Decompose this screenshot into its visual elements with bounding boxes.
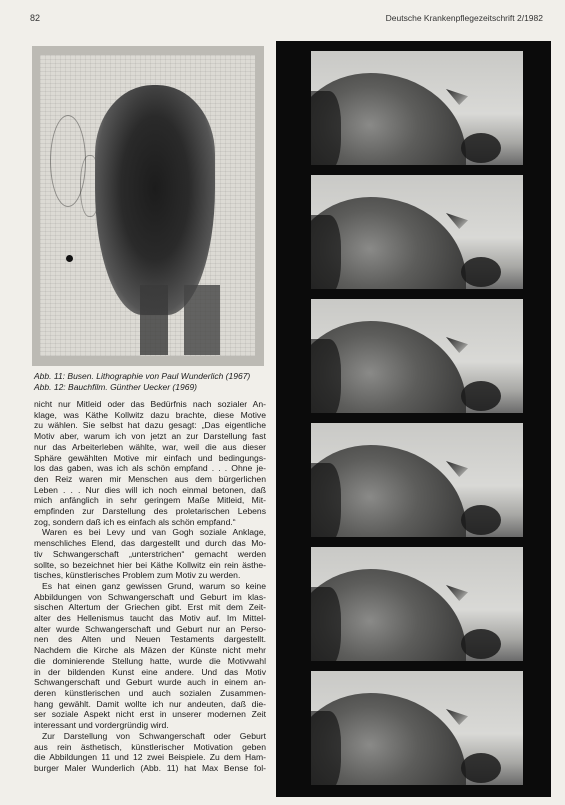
text-line: die dominierende Stellung hatte, wurde die Motivwahl	[34, 655, 266, 666]
page-number: 82	[30, 13, 41, 23]
text-line: Leben . . . Nur dies will ich noch einmal betonen, daß	[34, 484, 266, 495]
text-line: deren künstlerischen und auch sozialen Zusammen-	[34, 687, 266, 698]
film-frame	[311, 547, 523, 661]
caption-fig12: Abb. 12: Bauchfilm. Günther Uecker (1969)	[34, 382, 197, 392]
text-line: nicht nur Mitleid oder das Bedürfnis nach sozialer An-	[34, 399, 266, 409]
text-line: Waren es bei Levy und van Gogh soziale Anklage,	[42, 527, 266, 538]
running-head: Deutsche Krankenpflegezeitschrift 2/1982	[385, 13, 543, 23]
text-line: Nachdem die Kirche als Mäzen der Künste nicht mehr	[34, 645, 266, 656]
text-line: den Reiz waren mir Menschen aus dem bürgerlichen	[34, 473, 266, 484]
text-line: los das gaben, was ich als schön empfand . . . Ohne je-	[34, 463, 266, 474]
text-line: menschliches Elend, das dargestellt und durch das Mo-	[34, 538, 266, 549]
text-line: Sphäre gewählten Motive mir einfach und bedingungs-	[34, 452, 266, 463]
text-line: alter wurde Schwangerschaft und Geburt nur an Perso-	[34, 623, 266, 634]
caption-fig11: Abb. 11: Busen. Lithographie von Paul Wunderlich (1967)	[34, 371, 251, 381]
text-line: Zur Darstellung von Schwangerschaft oder Geburt	[42, 730, 266, 741]
text-line: tisches, künstlerisches Problem zum Motiv zu werden.	[34, 570, 241, 581]
text-line: Motiv aber, warum ich von jetzt an zur Darstellung fast	[34, 431, 266, 442]
text-line: klage, was Käthe Kollwitz dazu brachte, diese Motive	[34, 409, 266, 420]
text-line: nen des Alten und Neuen Testaments dargestellt.	[34, 634, 266, 645]
text-line: zog, sondern daß ich es einfach als schön empfand.“	[34, 516, 236, 527]
text-line: Abbildungen von Schwangerschaft und Geburt im klas-	[34, 591, 266, 602]
lithograph-image	[40, 55, 255, 356]
text-line: Schwangerschaft und Geburt wurde auch in einem an-	[34, 677, 266, 688]
text-line: empfinden zur Darstellung des proletarischen Lebens	[34, 506, 266, 517]
film-frame	[311, 51, 523, 165]
text-line: Es hat einen ganz gewissen Grund, warum so keine	[42, 580, 266, 591]
text-line: die Abbildungen 11 und 12 zwei Beispiele. Zu dem Ham-	[34, 752, 266, 763]
article-body	[34, 399, 266, 774]
text-line: aus rein ästhetisch, künstlerischer Motivation geben	[34, 741, 266, 752]
film-frame	[311, 175, 523, 289]
text-line: nur das Arbeiterleben wählte, war, weil die aus dieser	[34, 441, 266, 452]
text-line: in der bildenden Kunst eine andere. Und das Motiv	[34, 666, 266, 677]
film-frame	[311, 423, 523, 537]
lithograph-figure	[32, 46, 264, 366]
film-strip-figure	[276, 41, 551, 797]
film-frame	[311, 299, 523, 413]
text-line: interessant und vordergründig wird.	[34, 720, 169, 731]
text-line: zu wählen. Sie selbst hat dazu gesagt: „Das eigentliche	[34, 420, 266, 431]
film-frame	[311, 671, 523, 785]
text-line: tiv Schwangerschaft „unterstrichen“ gemacht werden	[34, 548, 266, 559]
text-line: ser soziale Aspekt nicht erst in unserer modernen Zeit	[34, 709, 266, 720]
text-line: sischen Altertum der Griechen gibt. Erst mit dem Zeit-	[34, 602, 266, 613]
text-line: burger Maler Wunderlich (Abb. 11) hat Max Bense fol-	[34, 762, 266, 773]
text-line: mich anfänglich in sehr geringem Maße Mitleid, Mit-	[34, 495, 266, 506]
text-line: alter des Hellenismus taucht das Motiv auf. Im Mittel-	[34, 613, 266, 624]
text-line: sollte, so bezeichnet hier bei Käthe Kollwitz ein rein ästhe-	[34, 559, 266, 570]
text-line: hang gewählt. Damit wollte ich nur andeuten, daß die-	[34, 698, 266, 709]
